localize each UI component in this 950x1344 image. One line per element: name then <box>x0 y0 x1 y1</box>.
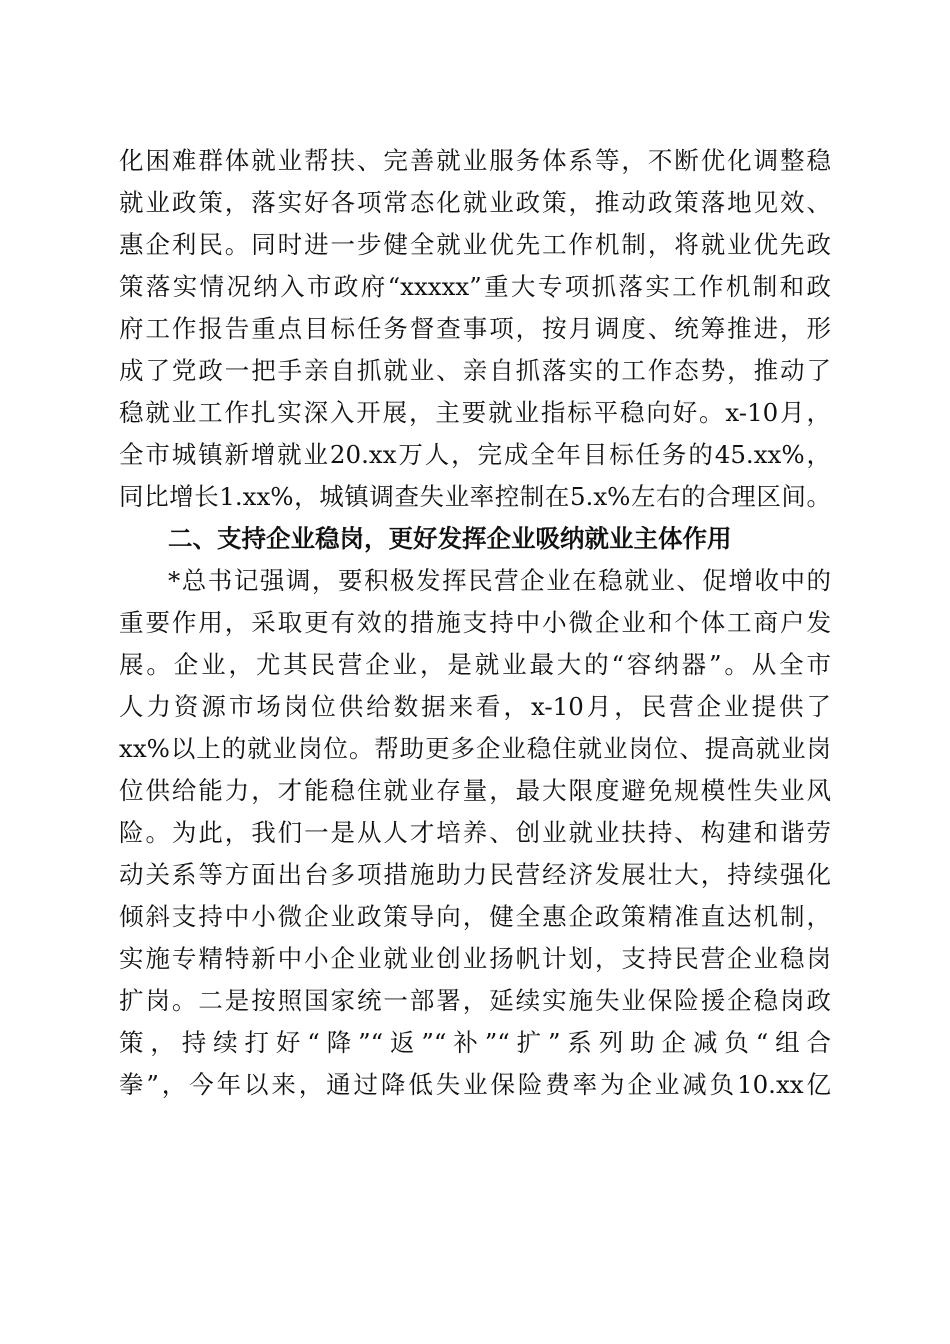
paragraph-2-line: 实施专精特新中小企业就业创业扬帆计划，支持民营企业稳岗 <box>119 944 831 973</box>
paragraph-1-line: 就业政策，落实好各项常态化就业政策，推动政策落地见效、 <box>119 188 831 217</box>
paragraph-2-line: 险。为此，我们一是从人才培养、创业就业扶持、构建和谐劳 <box>119 818 831 847</box>
paragraph-1-line: 同比增长1.xx%，城镇调查失业率控制在5.x%左右的合理区间。 <box>119 482 831 511</box>
paragraph-2-line: 重要作用，采取更有效的措施支持中小微企业和个体工商户发 <box>119 608 831 637</box>
paragraph-2-line: 位供给能力，才能稳住就业存量，最大限度避免规模性失业风 <box>119 776 831 805</box>
paragraph-1-line: 化困难群体就业帮扶、完善就业服务体系等，不断优化调整稳 <box>119 146 831 175</box>
paragraph-2-line: 扩岗。二是按照国家统一部署，延续实施失业保险援企稳岗政 <box>119 986 831 1015</box>
paragraph-1-line: 稳就业工作扎实深入开展，主要就业指标平稳向好。x-10月， <box>119 398 831 427</box>
paragraph-2-line: 动关系等方面出台多项措施助力民营经济发展壮大，持续强化 <box>119 860 831 889</box>
paragraph-1-line: 府工作报告重点目标任务督查事项，按月调度、统筹推进，形 <box>119 314 831 343</box>
paragraph-2-line: 策，持续打好“降”“返”“补”“扩”系列助企减负“组合 <box>119 1028 831 1057</box>
paragraph-2-line: 拳”，今年以来，通过降低失业保险费率为企业减负10.xx亿 <box>119 1070 831 1099</box>
paragraph-1-line: 惠企利民。同时进一步健全就业优先工作机制，将就业优先政 <box>119 230 831 259</box>
paragraph-1-line: 全市城镇新增就业20.xx万人，完成全年目标任务的45.xx%， <box>119 440 831 469</box>
paragraph-2-line: xx%以上的就业岗位。帮助更多企业稳住就业岗位、提高就业岗 <box>119 734 831 763</box>
paragraph-2-line: 人力资源市场岗位供给数据来看，x-10月，民营企业提供了 <box>119 692 831 721</box>
paragraph-1-line: 成了党政一把手亲自抓就业、亲自抓落实的工作态势，推动了 <box>119 356 831 385</box>
paragraph-2-line: 倾斜支持中小微企业政策导向，健全惠企政策精准直达机制， <box>119 902 831 931</box>
paragraph-1-line: 策落实情况纳入市政府“xxxxx”重大专项抓落实工作机制和政 <box>119 272 831 301</box>
section-heading: 二、支持企业稳岗，更好发挥企业吸纳就业主体作用 <box>168 524 732 553</box>
paragraph-2-line: *总书记强调，要积极发挥民营企业在稳就业、促增收中的 <box>168 566 831 595</box>
paragraph-2-line: 展。企业，尤其民营企业，是就业最大的“容纳器”。从全市 <box>119 650 831 679</box>
